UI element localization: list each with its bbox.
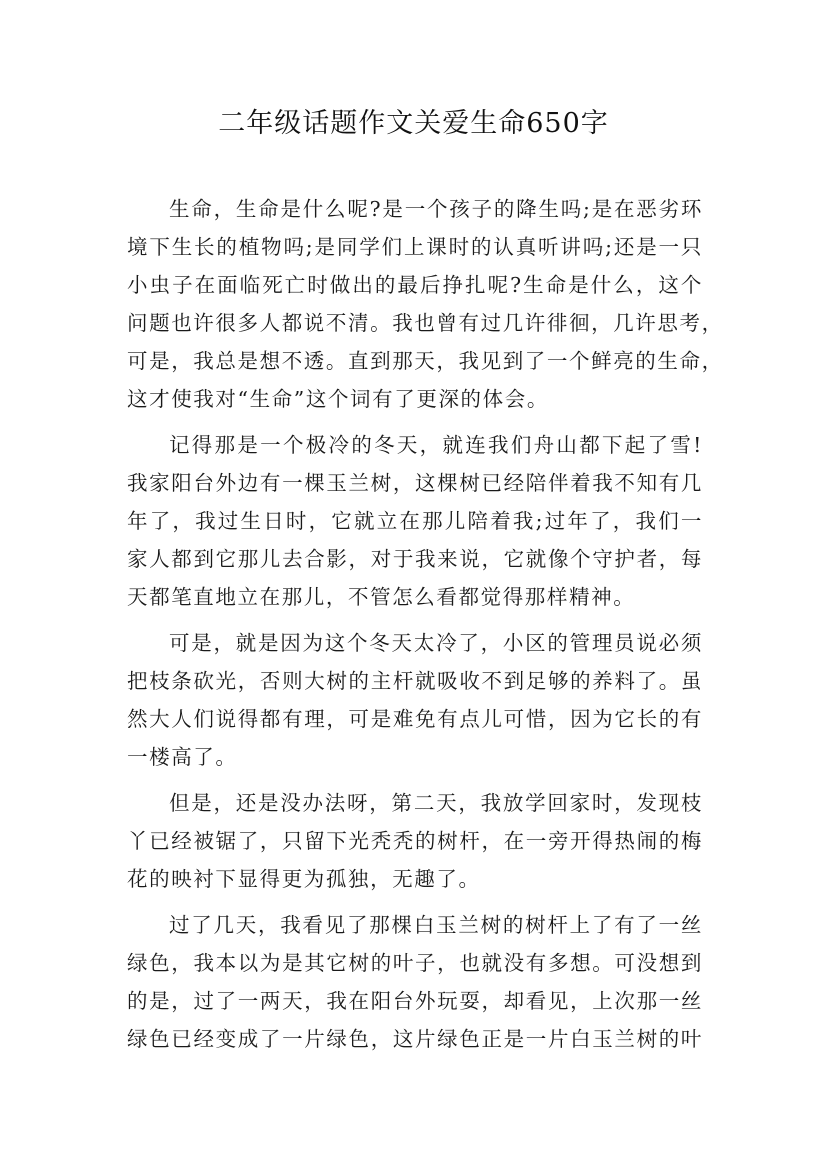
text-line: 年了，我过生日时，它就立在那儿陪着我;过年了，我们一 — [127, 509, 703, 533]
text-line: 过了几天，我看见了那棵白玉兰树的树杆上了有了一丝 — [169, 913, 703, 937]
paragraph-5 — [127, 906, 703, 1058]
text-line: 境下生长的植物吗;是同学们上课时的认真听讲吗;还是一只 — [127, 235, 703, 259]
text-line: 可是，我总是想不透。直到那天，我见到了一个鲜亮的生命， — [127, 349, 724, 373]
text-line: 绿色已经变成了一片绿色，这片绿色正是一片白玉兰树的叶 — [127, 1027, 703, 1051]
text-line: 生命，生命是什么呢?是一个孩子的降生吗;是在恶劣环 — [169, 197, 703, 221]
document-body — [127, 190, 724, 1066]
text-line: 把枝条砍光，否则大树的主杆就吸收不到足够的养料了。虽 — [127, 669, 703, 693]
paragraph-4 — [127, 784, 703, 898]
text-line: 我家阳台外边有一棵玉兰树，这棵树已经陪伴着我不知有几 — [127, 471, 703, 495]
text-line: 记得那是一个极冷的冬天，就连我们舟山都下起了雪! — [169, 433, 703, 457]
text-line: 丫已经被锯了，只留下光秃秃的树杆，在一旁开得热闹的梅 — [127, 829, 703, 853]
text-line: 可是，就是因为这个冬天太冷了，小区的管理员说必须 — [169, 631, 703, 655]
text-line: 小虫子在面临死亡时做出的最后挣扎呢?生命是什么，这个 — [127, 273, 703, 297]
paragraph-2 — [127, 426, 703, 616]
text-line: 然大人们说得都有理，可是难免有点儿可惜，因为它长的有 — [127, 707, 703, 731]
text-line: 绿色，我本以为是其它树的叶子，也就没有多想。可没想到 — [127, 951, 703, 975]
paragraph-3 — [127, 624, 703, 776]
text-line: 问题也许很多人都说不清。我也曾有过几许徘徊，几许思考， — [127, 311, 724, 335]
paragraph-1 — [127, 190, 724, 418]
text-line: 天都笔直地立在那儿，不管怎么看都觉得那样精神。 — [127, 585, 636, 609]
text-line: 但是，还是没办法呀，第二天，我放学回家时，发现枝 — [169, 791, 703, 815]
text-line: 花的映衬下显得更为孤独，无趣了。 — [127, 867, 481, 891]
text-line: 家人都到它那儿去合影，对于我来说，它就像个守护者，每 — [127, 547, 703, 571]
document-title: 二年级话题作文关爱生命650字 — [218, 108, 609, 139]
text-line: 一楼高了。 — [127, 745, 238, 769]
text-line: 这才使我对“生命”这个词有了更深的体会。 — [127, 387, 549, 411]
text-line: 的是，过了一两天，我在阳台外玩耍，却看见，上次那一丝 — [127, 989, 703, 1013]
